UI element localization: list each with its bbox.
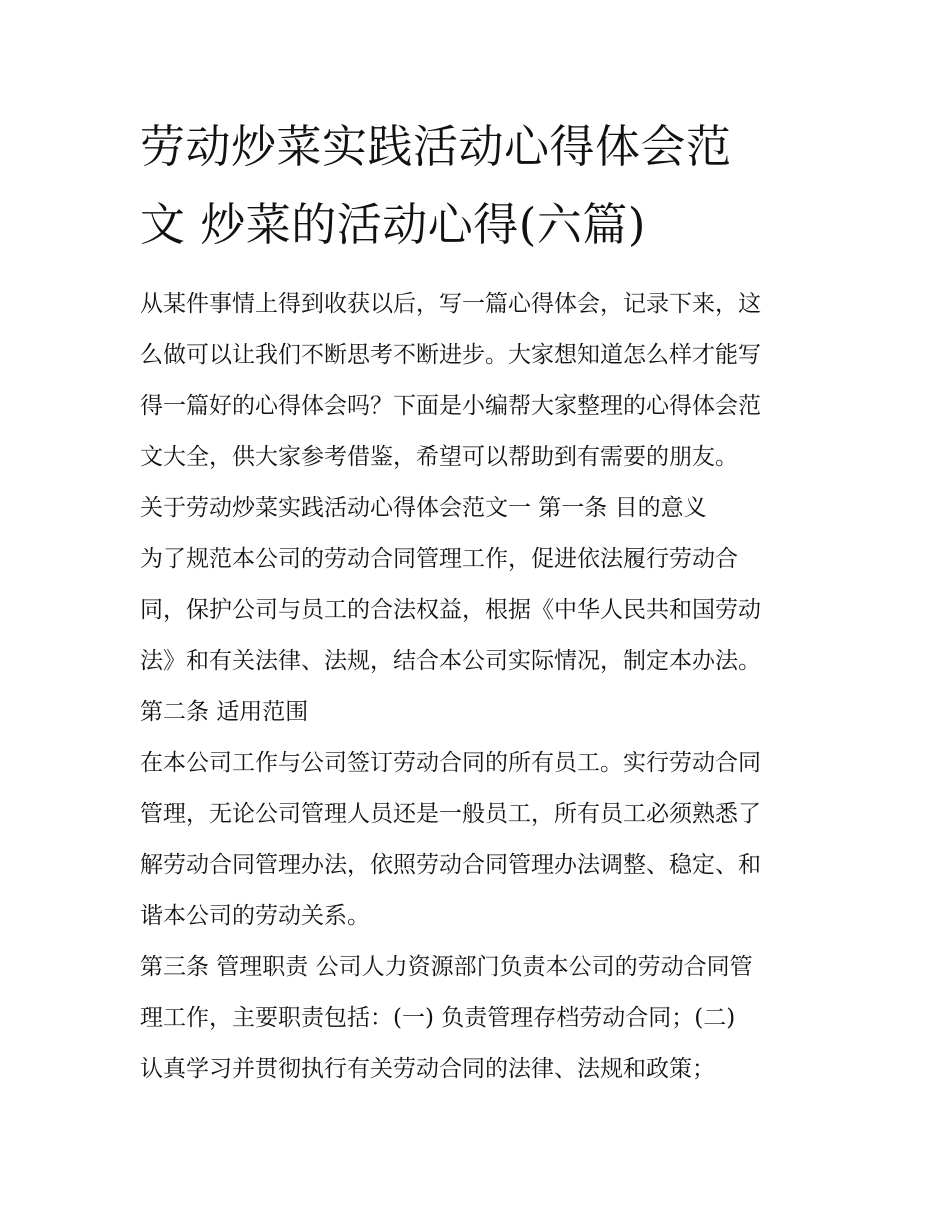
- article-heading-line: 第三条 管理职责 公司人力资源部门负责本公司的劳动合同管: [140, 954, 753, 980]
- body-line: 管理，无论公司管理人员还是一般员工，所有员工必须熟悉了: [140, 801, 761, 827]
- body-line: 得一篇好的心得体会吗？下面是小编帮大家整理的心得体会范: [140, 393, 761, 419]
- body-line: 法》和有关法律、法规，结合本公司实际情况，制定本办法。: [140, 648, 761, 674]
- body-line: 文大全，供大家参考借鉴，希望可以帮助到有需要的朋友。: [140, 444, 738, 470]
- body-line: 解劳动合同管理办法，依照劳动合同管理办法调整、稳定、和: [140, 852, 761, 878]
- article-heading-line: 第二条 适用范围: [140, 699, 309, 725]
- body-line: 谐本公司的劳动关系。: [140, 903, 370, 929]
- body-line: 认真学习并贯彻执行有关劳动合同的法律、法规和政策；: [140, 1056, 715, 1082]
- document-title-line-2: 文 炒菜的活动心得(六篇): [140, 198, 646, 251]
- section-heading-line: 关于劳动炒菜实践活动心得体会范文一 第一条 目的意义: [140, 495, 707, 521]
- body-line: 从某件事情上得到收获以后，写一篇心得体会，记录下来，这: [140, 291, 761, 317]
- body-line: 在本公司工作与公司签订劳动合同的所有员工。实行劳动合同: [140, 750, 761, 776]
- body-line: 理工作，主要职责包括：(一) 负责管理存档劳动合同；(二): [140, 1005, 736, 1031]
- body-line: 么做可以让我们不断思考不断进步。大家想知道怎么样才能写: [140, 342, 761, 368]
- body-line: 为了规范本公司的劳动合同管理工作，促进依法履行劳动合: [140, 546, 738, 572]
- body-line: 同，保护公司与员工的合法权益，根据《中华人民共和国劳动: [140, 597, 761, 623]
- document-title-line-1: 劳动炒菜实践活动心得体会范: [140, 120, 732, 173]
- document-body: [140, 279, 830, 1095]
